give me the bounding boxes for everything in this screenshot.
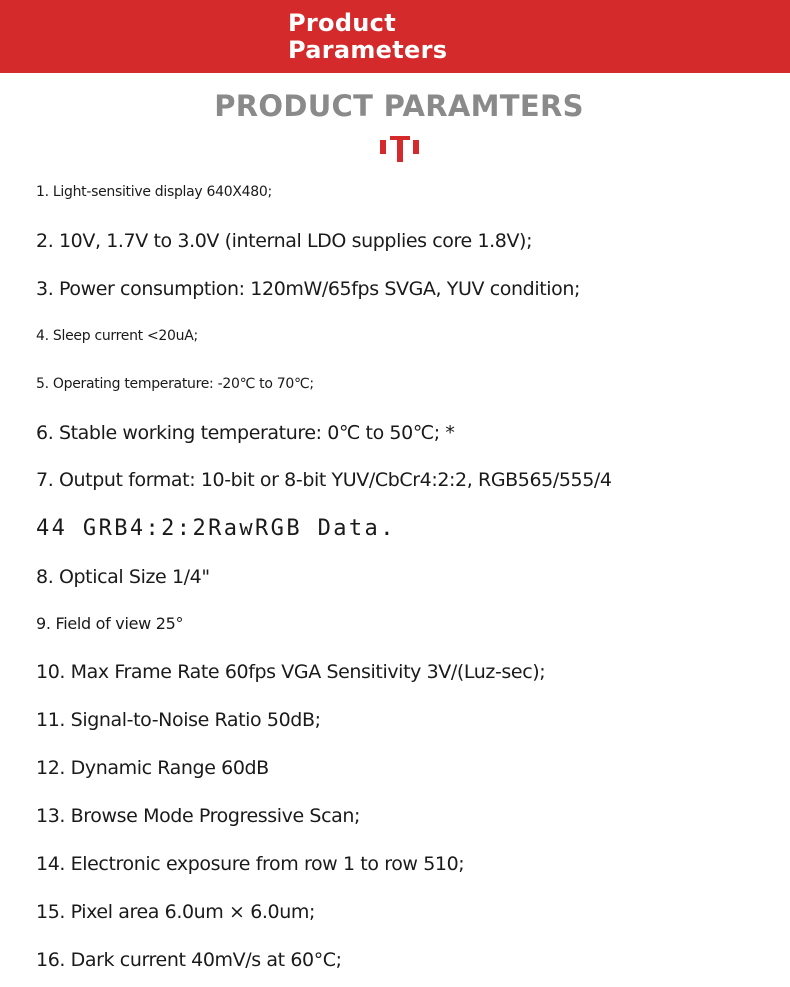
banner-title-line1: Product bbox=[288, 9, 396, 37]
param-item-7-continued: 44 GRB4:2:2RawRGB Data. bbox=[36, 516, 396, 541]
param-item-9: 9. Field of view 25° bbox=[36, 614, 184, 633]
header-banner bbox=[0, 0, 790, 73]
param-item-10: 10. Max Frame Rate 60fps VGA Sensitivity 3V/(Luz-sec); bbox=[36, 661, 546, 683]
param-item-14: 14. Electronic exposure from row 1 to row 510; bbox=[36, 853, 465, 875]
banner-title bbox=[288, 10, 488, 64]
param-item-12: 12. Dynamic Range 60dB bbox=[36, 757, 269, 779]
decorative-bars-icon bbox=[380, 136, 418, 162]
param-item-4: 4. Sleep current <20uA; bbox=[36, 328, 198, 344]
banner-title-line2: Parameters bbox=[288, 36, 448, 64]
param-item-5: 5. Operating temperature: -20℃ to 70℃; bbox=[36, 376, 314, 392]
page-title: PRODUCT PARAMTERS bbox=[214, 89, 584, 123]
param-item-13: 13. Browse Mode Progressive Scan; bbox=[36, 805, 361, 827]
param-item-15: 15. Pixel area 6.0um × 6.0um; bbox=[36, 901, 315, 923]
param-item-6: 6. Stable working temperature: 0℃ to 50℃; * bbox=[36, 422, 455, 444]
param-item-16: 16. Dark current 40mV/s at 60°C; bbox=[36, 949, 342, 971]
param-item-11: 11. Signal-to-Noise Ratio 50dB; bbox=[36, 709, 321, 731]
param-item-1: 1. Light-sensitive display 640X480; bbox=[36, 184, 272, 200]
param-item-7: 7. Output format: 10-bit or 8-bit YUV/CbCr4:2:2, RGB565/555/4 bbox=[36, 469, 612, 491]
param-item-2: 2. 10V, 1.7V to 3.0V (internal LDO supplies core 1.8V); bbox=[36, 230, 533, 252]
param-item-8: 8. Optical Size 1/4" bbox=[36, 566, 210, 588]
param-item-3: 3. Power consumption: 120mW/65fps SVGA, YUV condition; bbox=[36, 278, 580, 300]
